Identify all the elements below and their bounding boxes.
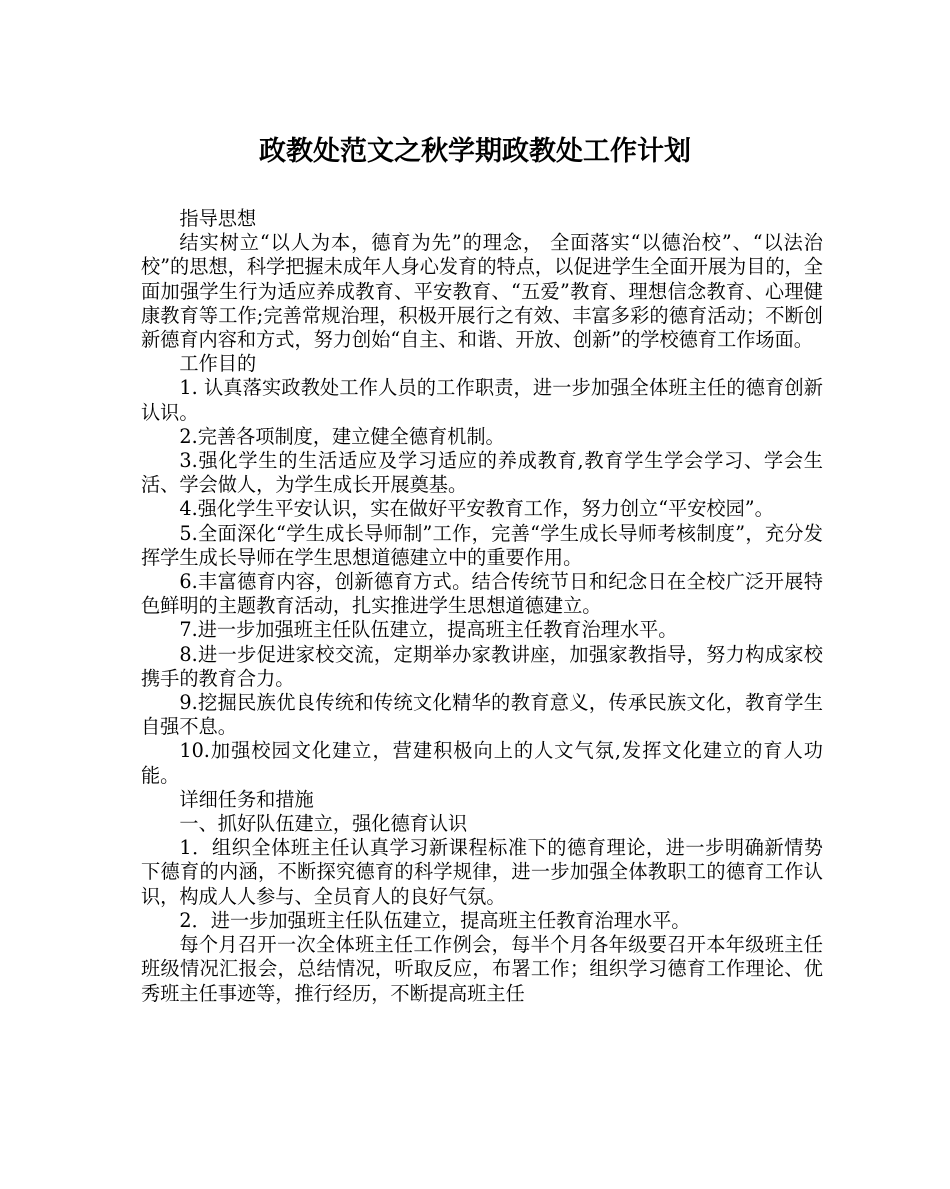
goal-item-5: 5.全面深化“学生成长导师制”工作，完善“学生成长导师考核制度”，充分发挥学生成长导师在学生思想道德建立中的重要作用。 (141, 521, 823, 569)
goal-item-2: 2.完善各项制度，建立健全德育机制。 (179, 424, 505, 448)
paragraph-guiding-ideology: 结实树立“以人为本，德育为先”的理念， 全面落实“以德治校”、“以法治校”的思想，科学把握未成年人身心发育的特点，以促进学生全面开展为目的，全面加强学生行为适应养成教育、平安教育、“五爱”教育、理想信念教育、心理健康教育等工作;完善常规治理，积极开展行之有效、丰富多彩的德育活动；不断创新德育内容和方式，努力创始“自主、和谐、开放、创新”的学校德育工作场面。 (141, 231, 823, 352)
heading-work-goals: 工作目的 (179, 352, 257, 376)
heading-guiding-ideology: 指导思想 (179, 207, 257, 230)
document-title: 政教处范文之秋学期政教处工作计划 (259, 136, 691, 167)
goal-item-8: 8.进一步促进家校交流，定期举办家教讲座，加强家教指导，努力构成家校携手的教育合力。 (141, 642, 823, 690)
goal-item-1: 1. 认真落实政教处工作人员的工作职责，进一步加强全体班主任的德育创新认识。 (141, 376, 823, 424)
document-body (141, 207, 823, 1006)
task-item-1: 1．组织全体班主任认真学习新课程标准下的德育理论，进一步明确新情势下德育的内涵，不断探究德育的科学规律，进一步加强全体教职工的德育工作认识，构成人人参与、全员育人的良好气氛。 (141, 836, 823, 908)
goal-item-3: 3.强化学生的生活适应及学习适应的养成教育,教育学生学会学习、学会生活、学会做人，为学生成长开展奠基。 (141, 449, 823, 497)
goal-item-9: 9.挖掘民族优良传统和传统文化精华的教育意义，传承民族文化，教育学生自强不息。 (141, 691, 823, 739)
goal-item-10: 10.加强校园文化建立，营建积极向上的人文气氛,发挥文化建立的育人功能。 (141, 739, 823, 787)
goal-item-7: 7.进一步加强班主任队伍建立，提高班主任教育治理水平。 (179, 618, 678, 642)
task-paragraph-meetings: 每个月召开一次全体班主任工作例会，每半个月各年级要召开本年级班主任班级情况汇报会，总结情况，听取反应，布署工作；组织学习德育工作理论、优秀班主任事迹等，推行经历，不断提高班主任 (141, 933, 823, 1005)
goal-item-4: 4.强化学生平安认识，实在做好平安教育工作，努力创立“平安校园”。 (179, 497, 774, 521)
section-heading-1: 一、抓好队伍建立，强化德育认识 (179, 812, 468, 836)
heading-tasks-measures: 详细任务和措施 (179, 787, 314, 811)
task-item-2: 2．进一步加强班主任队伍建立，提高班主任教育治理水平。 (179, 908, 691, 932)
goal-item-6: 6.丰富德育内容，创新德育方式。结合传统节日和纪念日在全校广泛开展特色鲜明的主题教育活动，扎实推进学生思想道德建立。 (141, 570, 823, 618)
